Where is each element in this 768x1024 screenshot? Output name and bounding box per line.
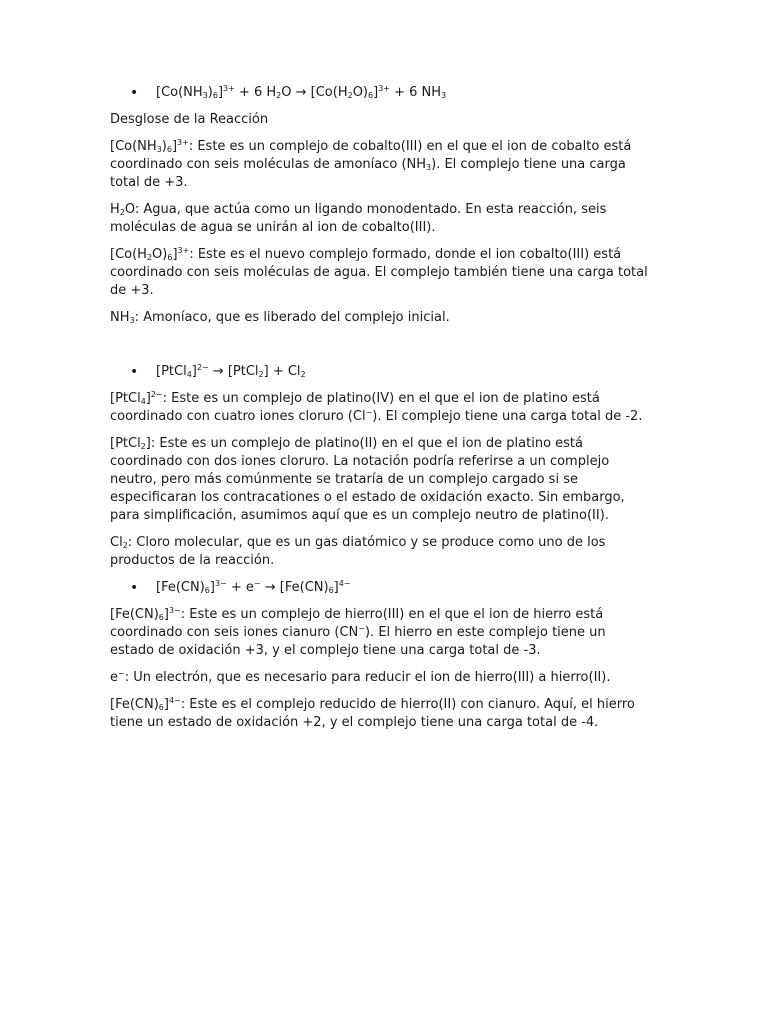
eq-sub: 6	[368, 91, 374, 100]
text: ]: Este es un complejo de platino(II) en el que el ion de platino está coordinado con dos iones cloruro. La notación podría referirse a un complejo neutro, pero más comúnmente se trataría de un complejo cargado si se especificaran los contracationes o el estado de oxidación exacto. Sin embargo, para simplificación, asumimos aquí que es un complejo neutro de platino(II).	[110, 436, 625, 523]
eq-sup: 3+	[378, 84, 390, 93]
text: [Fe(CN)	[110, 607, 159, 622]
paragraph-co-h2o-complex	[110, 246, 650, 300]
eq-text: ] + Cl	[263, 364, 301, 379]
sub: 2	[119, 208, 125, 217]
sub: 2	[146, 253, 153, 262]
eq-text: → [Fe(CN)	[260, 580, 329, 595]
paragraph-fecn6-3	[110, 606, 650, 660]
text: )	[161, 139, 167, 154]
reaction-1-equation	[110, 84, 650, 102]
sup: −	[358, 624, 365, 633]
paragraph-fecn6-4	[110, 696, 650, 732]
eq-sub: 3	[202, 91, 208, 100]
eq-text: O)	[352, 85, 369, 100]
bullet-marker: •	[130, 364, 139, 380]
sup: −	[118, 669, 125, 678]
paragraph-water	[110, 201, 650, 237]
blank-line	[110, 336, 650, 363]
eq-text: ]	[217, 85, 224, 100]
paragraph-ammonia	[110, 309, 650, 327]
sub: 6	[158, 703, 164, 712]
text: : Este es un complejo de platino(IV) en el que el ion de platino está coordinado con cuatro iones cloruro (Cl	[110, 391, 600, 424]
sub: 2	[140, 442, 146, 451]
eq-text: ]	[333, 580, 339, 595]
eq-sup: 3+	[223, 84, 235, 93]
text: [PtCl	[110, 436, 141, 451]
bullet-marker: •	[130, 85, 139, 101]
section-heading: Desglose de la Reacción	[110, 112, 269, 127]
eq-sub: 4	[186, 370, 192, 379]
paragraph-ptcl2	[110, 435, 650, 525]
paragraph-ptcl4	[110, 390, 650, 426]
sub: 3	[156, 145, 162, 154]
reaction-2-equation	[110, 363, 650, 381]
text: O)	[152, 247, 168, 262]
sub: 3	[426, 163, 432, 172]
text: ]	[163, 607, 169, 622]
eq-text: )	[207, 85, 213, 100]
eq-sub: 6	[212, 91, 218, 100]
eq-sub: 2	[258, 370, 264, 379]
eq-text: [Fe(CN)	[156, 580, 205, 595]
text: ). El hierro en este complejo tiene un estado de oxidación +3, y el complejo tiene una carga total de -3.	[110, 625, 606, 658]
text: [PtCl	[110, 391, 141, 406]
text: ]	[171, 139, 178, 154]
eq-text: ]	[191, 364, 197, 379]
text: ]	[145, 391, 151, 406]
text: [Fe(CN)	[110, 697, 159, 712]
text: Cl	[110, 535, 123, 550]
sup: 4−	[168, 696, 181, 705]
reaction-3-equation	[110, 579, 650, 597]
eq-sub: 2	[347, 91, 353, 100]
eq-sub: 2	[276, 91, 282, 100]
eq-sub: 6	[204, 586, 210, 595]
paragraph-cl2	[110, 534, 650, 570]
bullet-marker: •	[130, 580, 139, 596]
text: ). El complejo tiene una carga total de +3.	[110, 157, 626, 190]
sub: 6	[167, 253, 173, 262]
eq-text: [PtCl	[156, 364, 187, 379]
text: : Amoníaco, que es liberado del complejo inicial.	[134, 310, 450, 325]
text: O: Agua, que actúa como un ligando monodentado. En esta reacción, seis moléculas de agua se unirán al ion de cobalto(III).	[110, 202, 607, 235]
sup: −	[365, 408, 373, 417]
eq-sup: −	[253, 579, 261, 588]
sup: 3+	[177, 246, 190, 255]
text: [Co(NH	[110, 139, 157, 154]
text: : Este es un complejo de cobalto(III) en el que el ion de cobalto está coordinado con seis moléculas de amoníaco (NH	[110, 139, 632, 172]
sub: 4	[140, 397, 146, 406]
eq-text: O → [Co(H	[281, 85, 348, 100]
eq-text: ]	[209, 580, 215, 595]
eq-sub: 6	[328, 586, 334, 595]
sub: 3	[129, 316, 135, 325]
eq-sup: 3−	[214, 579, 227, 588]
eq-text: ]	[373, 85, 379, 100]
sub: 6	[158, 613, 164, 622]
sub: 6	[166, 145, 172, 154]
sub: 2	[122, 541, 128, 550]
text: e	[110, 670, 118, 685]
text: NH	[110, 310, 130, 325]
text: : Este es un complejo de hierro(III) en el que el ion de hierro está coordinado con seis iones cianuro (CN	[110, 607, 604, 640]
text: : Este es el nuevo complejo formado, donde el ion cobalto(III) está coordinado con seis moléculas de agua. El complejo también tiene una carga total de +3.	[110, 247, 648, 298]
eq-text: + e	[226, 580, 254, 595]
text: : Un electrón, que es necesario para reducir el ion de hierro(III) a hierro(II).	[124, 670, 611, 685]
sup: 3−	[168, 606, 181, 615]
eq-sub: 2	[300, 370, 306, 379]
text: : Este es el complejo reducido de hierro(II) con cianuro. Aquí, el hierro tiene un estado de oxidación +2, y el complejo tiene una carga total de -4.	[110, 697, 635, 730]
paragraph-co-nh3-complex	[110, 138, 650, 192]
eq-sup: 2−	[196, 363, 209, 372]
eq-text: + 6 NH	[389, 85, 442, 100]
text: [Co(H	[110, 247, 147, 262]
text: ]	[172, 247, 178, 262]
text: H	[110, 202, 120, 217]
eq-text: → [PtCl	[208, 364, 259, 379]
sup: 2−	[150, 390, 163, 399]
text: ). El complejo tiene una carga total de -2.	[372, 409, 643, 424]
sup: 3+	[177, 138, 189, 147]
document-body	[110, 84, 650, 741]
text: : Cloro molecular, que es un gas diatómico y se produce como uno de los productos de la reacción.	[110, 535, 606, 568]
eq-sub: 3	[441, 91, 447, 100]
paragraph-electron	[110, 669, 650, 687]
text: ]	[163, 697, 169, 712]
eq-text: + 6 H	[234, 85, 277, 100]
eq-text: [Co(NH	[156, 85, 203, 100]
eq-sup: 4−	[338, 579, 351, 588]
